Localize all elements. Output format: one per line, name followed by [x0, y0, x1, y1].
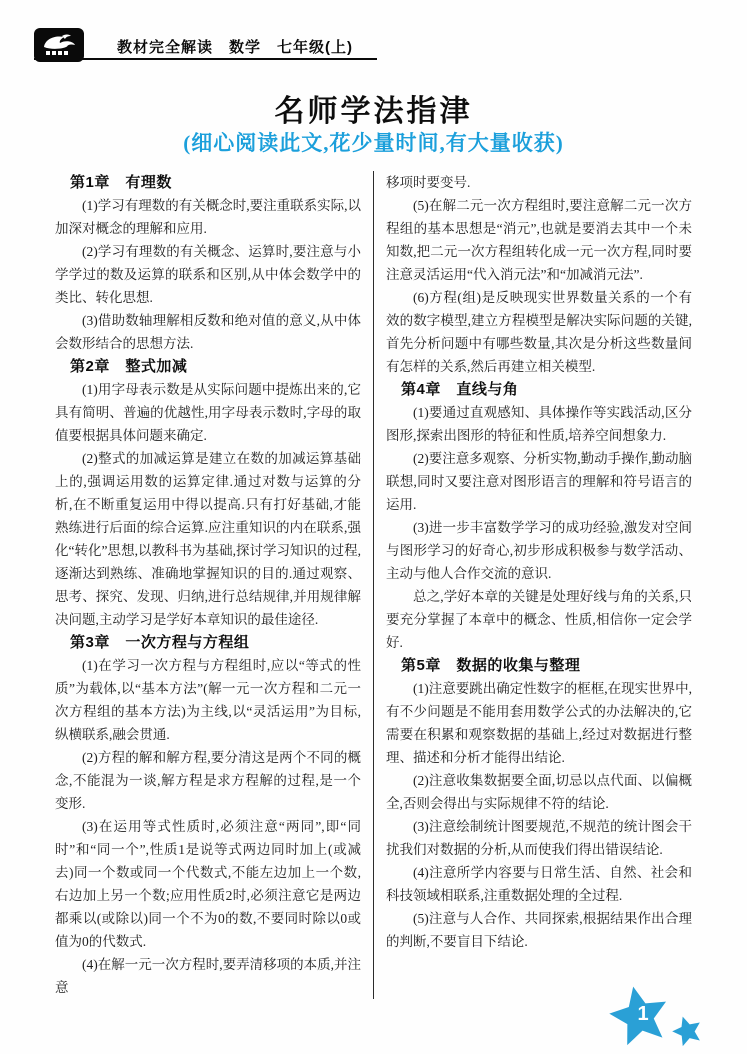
chapter-heading: 第1章 有理数 — [70, 174, 172, 191]
paragraph: (1)要通过直观感知、具体操作等实践活动,区分图形,探索出图形的特征和性质,培养空间想象力. — [386, 405, 692, 443]
paragraph: (1)用字母表示数是从实际问题中提炼出来的,它具有简明、普遍的优越性,用字母表示数时,字母的取值要根据具体问题来确定. — [55, 382, 361, 443]
page-number-badge — [603, 984, 713, 1050]
chapter-heading: 第3章 一次方程与方程组 — [70, 634, 250, 651]
paragraph: (3)注意绘制统计图要规范,不规范的统计图会干扰我们对数据的分析,从而使我们得出错误结论. — [386, 819, 692, 857]
header-rule — [34, 58, 377, 60]
paragraph: (3)借助数轴理解相反数和绝对值的意义,从中体会数形结合的思想方法. — [55, 313, 361, 351]
chapter-heading: 第5章 数据的收集与整理 — [401, 657, 581, 674]
logo-text-marks — [46, 51, 68, 55]
book-series-title: 教材完全解读 数学 七年级(上) — [117, 39, 353, 56]
small-star-icon — [669, 1012, 705, 1048]
paragraph: (5)在解二元一次方程组时,要注意解二元一次方程组的基本思想是“消元”,也就是要消去其中一个未知数,把二元一次方程组转化成一元一次方程,同时要注意灵活运用“代入消元法”和“加减消元法”. — [386, 198, 692, 282]
article-body — [55, 171, 692, 999]
paragraph: (2)学习有理数的有关概念、运算时,要注意与小学学过的数及运算的联系和区别,从中体会数学中的类比、转化思想. — [55, 244, 361, 305]
paragraph: (4)在解一元一次方程时,要弄清移项的本质,并注意 — [55, 957, 361, 995]
page-number: 1 — [637, 1003, 649, 1025]
chapter-heading: 第2章 整式加减 — [70, 358, 188, 375]
left-column — [55, 171, 374, 999]
chapter-heading: 第4章 直线与角 — [401, 381, 519, 398]
paragraph: (1)在学习一次方程与方程组时,应以“等式的性质”为载体,以“基本方法”(解一元一次方程和二元一次方程组的基本方法)为主线,以“灵活运用”为目标,纵横联系,融会贯通. — [55, 658, 361, 742]
paragraph: 移项时要变号. — [386, 175, 471, 190]
page-title: 名师学法指津 — [274, 95, 473, 128]
paragraph: (1)学习有理数的有关概念时,要注重联系实际,以加深对概念的理解和应用. — [55, 198, 361, 236]
paragraph: (6)方程(组)是反映现实世界数量关系的一个有效的数字模型,建立方程模型是解决实际问题的关键,首先分析问题中有哪些数量,其次是分析这些数量间有怎样的关系,然后再建立相关模型. — [386, 290, 692, 374]
paragraph: (5)注意与人合作、共同探索,根据结果作出合理的判断,不要盲目下结论. — [386, 911, 692, 949]
paragraph: (3)进一步丰富数学学习的成功经验,激发对空间与图形学习的好奇心,初步形成积极参与数学活动、主动与他人合作交流的意识. — [386, 520, 692, 581]
paragraph: (4)注意所学内容要与日常生活、自然、社会和科技领域相联系,注重数据处理的全过程. — [386, 865, 692, 903]
right-column — [374, 171, 692, 999]
paragraph: (2)要注意多观察、分析实物,勤动手操作,勤动脑联想,同时又要注意对图形语言的理解和符号语言的运用. — [386, 451, 692, 512]
publisher-animal-icon — [37, 31, 81, 59]
paragraph: (2)方程的解和解方程,要分清这是两个不同的概念,不能混为一谈,解方程是求方程解的过程,是一个变形. — [55, 750, 361, 811]
page-subtitle: (细心阅读此文,花少量时间,有大量收获) — [183, 131, 564, 155]
paragraph: 总之,学好本章的关键是处理好线与角的关系,只要充分掌握了本章中的概念、性质,相信你一定会学好. — [386, 589, 692, 650]
page-header — [0, 0, 747, 70]
publisher-logo — [34, 28, 84, 62]
paragraph: (2)整式的加减运算是建立在数的加减运算基础上的,强调运用数的运算定律.通过对数与运算的分析,在不断重复运用中得以提高.只有打好基础,才能熟练进行后面的综合运算.应注重知识的内在联系,强化“转化”思想,以教科书为基础,探讨学习知识的过程,逐渐达到熟练、准确地掌握知识的目的.通过观察、思考、探究、发现、归纳,进行总结规律,并用规律解决问题,主动学习是学好本章知识的最佳途径. — [55, 451, 361, 627]
paragraph: (2)注意收集数据要全面,切忌以点代面、以偏概全,否则会得出与实际规律不符的结论. — [386, 773, 692, 811]
paragraph: (1)注意要跳出确定性数字的框框,在现实世界中,有不少问题是不能用套用数学公式的办法解决的,它需要在积累和观察数据的基础上,经过对数据进行整理、描述和分析才能得出结论. — [386, 681, 692, 765]
paragraph: (3)在运用等式性质时,必须注意“两同”,即“同时”和“同一个”,性质1是说等式两边同时加上(或减去)同一个数或同一个代数式,不能左边加上一个数,右边加上另一个数;应用性质2时,必须注意它是两边都乘以(或除以)同一个不为0的数,不要同时除以0或值为0的代数式. — [55, 819, 361, 949]
